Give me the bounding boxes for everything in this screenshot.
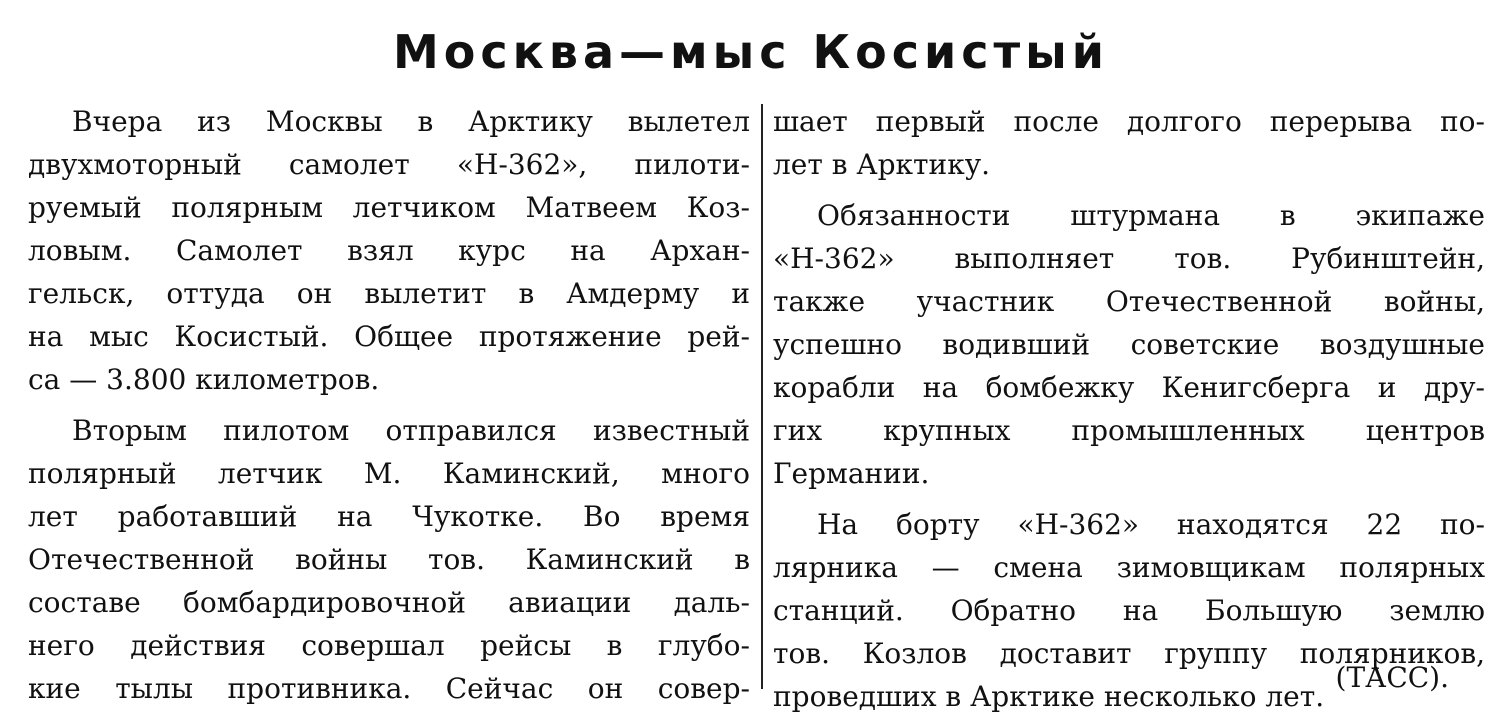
text-line: са — 3.800 километров. — [28, 363, 380, 396]
text-line: ловым. Самолет взял курс на Архан- — [28, 234, 750, 267]
text-line: также участник Отечественной войны, — [773, 285, 1485, 318]
article-column-right — [773, 100, 1485, 718]
text-line: на мыс Косистый. Общее протяжение рей- — [28, 320, 750, 353]
text-line: гих крупных промышленных центров — [773, 414, 1485, 447]
text-line: лет в Арктику. — [773, 148, 991, 181]
text-line: него действия совершал рейсы в глубо- — [28, 629, 750, 662]
text-line: проведших в Арктике несколько лет. — [773, 680, 1325, 713]
text-line: Германии. — [773, 457, 930, 490]
column-divider — [761, 104, 763, 689]
text-line: составе бомбардировочной авиации даль- — [28, 586, 750, 619]
text-line: руемый полярным летчиком Матвеем Коз- — [28, 191, 750, 224]
paragraph — [773, 100, 1485, 186]
text-line: Обязанности штурмана в экипаже — [817, 199, 1485, 232]
text-line: полярный летчик М. Каминский, много — [28, 457, 750, 490]
text-line: лярника — смена зимовщикам полярных — [773, 551, 1485, 584]
paragraph — [28, 409, 750, 710]
text-line: гельск, оттуда он вылетит в Амдерму и — [28, 277, 750, 310]
text-line: успешно водивший советские воздушные — [773, 328, 1485, 361]
text-line: двухмоторный самолет «Н-362», пилоти- — [28, 148, 750, 181]
article-signature: (ТАСС). — [1335, 661, 1449, 694]
text-line: корабли на бомбежку Кенигсберга и дру- — [773, 371, 1485, 404]
paragraph — [28, 100, 750, 401]
text-line: «Н-362» выполняет тов. Рубинштейн, — [773, 242, 1485, 275]
text-line: станций. Обратно на Большую землю — [773, 594, 1485, 627]
article-title: Москва—мыс Косистый — [393, 25, 1109, 79]
text-line: тов. Козлов доставит группу полярников, — [773, 637, 1485, 670]
text-line: кие тылы противника. Сейчас он совер- — [28, 672, 750, 705]
text-line: шает первый после долгого перерыва по- — [773, 105, 1485, 138]
text-line: На борту «Н-362» находятся 22 по- — [817, 508, 1485, 541]
paragraph — [773, 194, 1485, 495]
text-line: Вторым пилотом отправился известный — [72, 414, 750, 447]
text-line: Вчера из Москвы в Арктику вылетел — [72, 105, 750, 138]
text-line: Отечественной войны тов. Каминский в — [28, 543, 750, 576]
article-column-left — [28, 100, 750, 710]
text-line: лет работавший на Чукотке. Во время — [28, 500, 750, 533]
